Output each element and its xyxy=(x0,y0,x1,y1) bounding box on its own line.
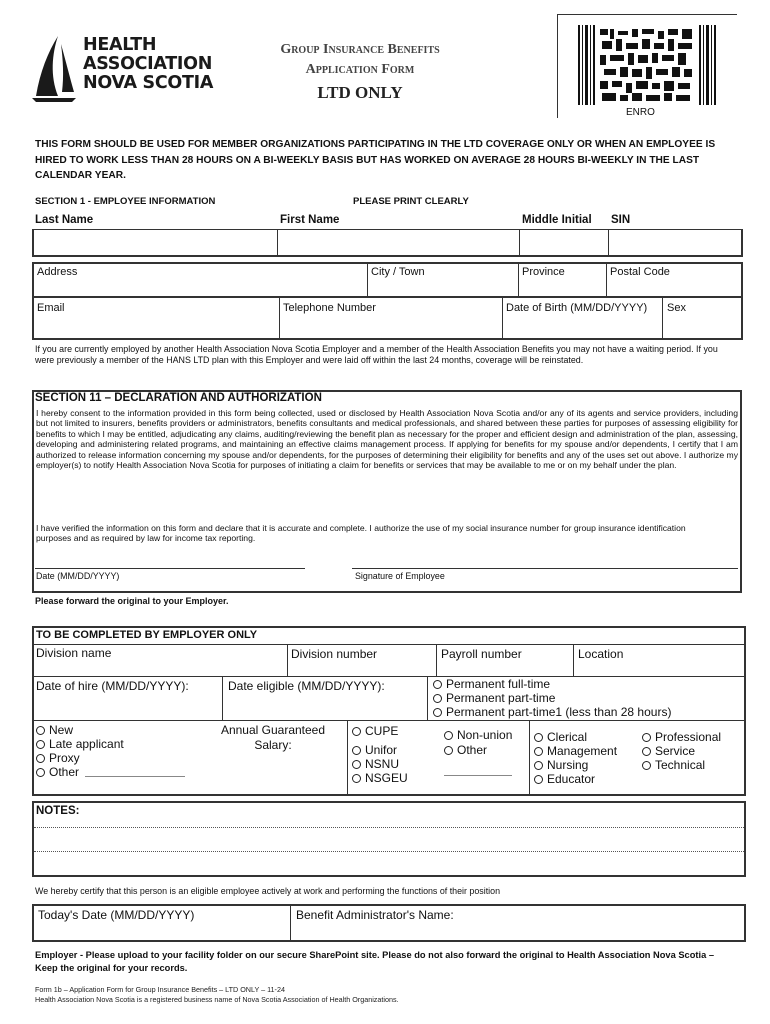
union-option-cupe[interactable]: CUPE xyxy=(352,724,408,738)
job-option-nursing[interactable]: Nursing xyxy=(534,758,617,772)
todays-date-field[interactable] xyxy=(36,920,286,940)
logo-line-1: HEALTH xyxy=(83,35,157,55)
payroll-number-field[interactable] xyxy=(439,662,571,675)
employee-signature-label: Signature of Employee xyxy=(355,571,445,581)
sex-label: Sex xyxy=(667,302,686,314)
radio-icon[interactable] xyxy=(36,726,45,735)
logo-line-3: NOVA SCOTIA xyxy=(83,73,214,93)
declaration-paragraph-1: I hereby consent to the information provided in this form being collected, used or disclosed by Health Association Nova Scotia and/or any of its agents and service providers, including but not limited to insurers, benefits providers or administrators, benefits consultants and medical professionals, and shared between these parties for purposes of assessing eligibility for benefits to which I may be entitled, adjudicating any claims, auditing/reviewing the benefit plan as necessary for the proper and efficient design and administration of the plan, assessing, developing and administering related programs, and maintaining an effective claims management process. If applying for benefits for my spouse and/or dependents, I certify that I am authorized to release information concerning my spouse and/or dependents, for the purposes of determining their eligibility for benefits and any of the uses set out above. I authorize my employer(s) to notify Health Association Nova Scotia for purposes of initiating a claim for benefits or services that may be available to me or on my behalf under the plan. xyxy=(36,408,738,471)
status-option-part-time-less-than-28[interactable]: Permanent part-time1 (less than 28 hours) xyxy=(433,705,671,719)
job-option-professional[interactable]: Professional xyxy=(642,730,721,744)
applicant-option-new[interactable]: New xyxy=(36,723,185,737)
radio-icon[interactable] xyxy=(36,768,45,777)
declaration-date-label: Date (MM/DD/YYYY) xyxy=(36,571,120,581)
dob-label: Date of Birth (MM/DD/YYYY) xyxy=(506,302,648,314)
footer-line-1: Form 1b – Application Form for Group Insurance Benefits – LTD ONLY – 11-24 xyxy=(35,985,285,994)
title-line-3: LTD ONLY xyxy=(317,83,403,102)
title-line-2: Application Form xyxy=(305,62,415,77)
first-name-field[interactable] xyxy=(277,231,517,255)
declaration-paragraph-2: I have verified the information on this form and declare that it is accurate and complete. I authorize the use of my social insurance number for group insurance identification purposes and as required by law for income tax reporting. xyxy=(36,523,686,544)
last-name-label: Last Name xyxy=(35,214,94,226)
applicant-option-late[interactable]: Late applicant xyxy=(36,737,185,751)
union-option-unifor[interactable]: Unifor xyxy=(352,743,408,757)
forward-note: Please forward the original to your Employer. xyxy=(35,596,229,606)
job-option-service[interactable]: Service xyxy=(642,744,721,758)
employee-signature-line xyxy=(352,568,738,569)
division-number-field[interactable] xyxy=(290,662,434,675)
union-other-field[interactable] xyxy=(444,762,512,776)
status-option-part-time[interactable]: Permanent part-time xyxy=(433,691,671,705)
sex-field[interactable] xyxy=(662,318,741,338)
applicant-option-other[interactable]: Other xyxy=(36,765,185,779)
employer-heading: TO BE COMPLETED BY EMPLOYER ONLY xyxy=(36,629,258,641)
radio-icon[interactable] xyxy=(352,760,361,769)
postal-code-label: Postal Code xyxy=(610,266,670,278)
postal-code-field[interactable] xyxy=(607,278,741,296)
print-clearly-note: PLEASE PRINT CLEARLY xyxy=(353,196,469,207)
radio-icon[interactable] xyxy=(534,775,543,784)
section11-heading: SECTION 11 – DECLARATION AND AUTHORIZATION xyxy=(35,392,322,404)
job-category-options-right xyxy=(642,730,721,772)
union-status-other[interactable]: Other xyxy=(444,743,512,757)
payroll-number-label: Payroll number xyxy=(441,647,522,661)
union-option-nsgeu[interactable]: NSGEU xyxy=(352,771,408,785)
intro-text: THIS FORM SHOULD BE USED FOR MEMBER ORGANIZATIONS PARTICIPATING IN THE LTD COVERAGE ONLY OR WHEN AN EMPLOYEE IS HIRED TO WORK LESS THAN 28 HOURS ON A BI-WEEKLY BASIS BUT HAS WORKED ON AVERAGE 28 HOURS BI-WEEKLY IN THE LAST CALENDAR YEAR. xyxy=(35,139,716,181)
radio-icon[interactable] xyxy=(642,747,651,756)
logo xyxy=(28,34,218,106)
radio-icon[interactable] xyxy=(433,680,442,689)
applicant-type-options xyxy=(36,723,185,779)
job-option-clerical[interactable]: Clerical xyxy=(534,730,617,744)
province-label: Province xyxy=(522,266,565,278)
employee-signature-field[interactable] xyxy=(352,548,738,568)
title-line-1: Group Insurance Benefits xyxy=(280,42,440,57)
radio-icon[interactable] xyxy=(444,746,453,755)
job-option-management[interactable]: Management xyxy=(534,744,617,758)
barcode-graphic xyxy=(578,25,718,105)
province-field[interactable] xyxy=(519,278,605,296)
annual-salary-field[interactable] xyxy=(225,755,343,791)
date-signature-line xyxy=(35,568,305,569)
upload-note: Employer - Please upload to your facility folder on our secure SharePoint site. Please do not also forward the original to Health Association Nova Scotia – Keep the original for your records. xyxy=(35,950,714,973)
first-name-label: First Name xyxy=(280,214,340,226)
annual-salary-label: Annual Guaranteed Salary: xyxy=(220,723,326,752)
radio-icon[interactable] xyxy=(444,731,453,740)
form-title xyxy=(230,40,490,106)
radio-icon[interactable] xyxy=(36,754,45,763)
notes-heading: NOTES: xyxy=(36,805,80,817)
benefit-admin-label: Benefit Administrator's Name: xyxy=(296,908,454,922)
radio-icon[interactable] xyxy=(352,727,361,736)
sin-field[interactable] xyxy=(608,231,741,255)
division-number-label: Division number xyxy=(291,647,378,661)
telephone-field[interactable] xyxy=(279,318,499,338)
union-status-options xyxy=(444,728,512,757)
sailboat-logo-icon xyxy=(28,34,78,104)
radio-icon[interactable] xyxy=(642,733,651,742)
radio-icon[interactable] xyxy=(433,694,442,703)
union-option-nsnu[interactable]: NSNU xyxy=(352,757,408,771)
middle-initial-field[interactable] xyxy=(519,231,605,255)
radio-icon[interactable] xyxy=(642,761,651,770)
radio-icon[interactable] xyxy=(352,746,361,755)
union-options xyxy=(352,724,408,785)
footer xyxy=(35,985,399,1004)
declaration-date-field[interactable] xyxy=(35,548,305,568)
division-name-label: Division name xyxy=(36,646,112,660)
radio-icon[interactable] xyxy=(534,761,543,770)
union-status-non-union[interactable]: Non-union xyxy=(444,728,512,742)
address-field[interactable] xyxy=(34,278,364,296)
telephone-label: Telephone Number xyxy=(283,302,376,314)
dob-field[interactable] xyxy=(502,318,659,338)
middle-initial-label: Middle Initial xyxy=(522,214,592,226)
radio-icon[interactable] xyxy=(534,733,543,742)
employment-status-options xyxy=(433,677,671,719)
location-field[interactable] xyxy=(576,662,742,675)
radio-icon[interactable] xyxy=(352,774,361,783)
radio-icon[interactable] xyxy=(36,740,45,749)
job-option-technical[interactable]: Technical xyxy=(642,758,721,772)
logo-line-2: ASSOCIATION xyxy=(83,54,213,74)
radio-icon[interactable] xyxy=(534,747,543,756)
footer-line-2: Health Association Nova Scotia is a registered business name of Nova Scotia Association of Health Organizations. xyxy=(35,994,399,1004)
date-of-hire-field[interactable] xyxy=(36,694,220,718)
applicant-option-proxy[interactable]: Proxy xyxy=(36,751,185,765)
todays-date-label: Today's Date (MM/DD/YYYY) xyxy=(38,908,195,922)
division-name-field[interactable] xyxy=(36,660,284,675)
section1-heading: SECTION 1 - EMPLOYEE INFORMATION xyxy=(35,196,216,207)
barcode-label: ENRO xyxy=(626,107,655,118)
date-eligible-label: Date eligible (MM/DD/YYYY): xyxy=(228,679,385,693)
email-field[interactable] xyxy=(34,318,276,338)
date-of-hire-label: Date of hire (MM/DD/YYYY): xyxy=(36,679,189,693)
logo-text xyxy=(83,36,213,93)
employed-note: If you are currently employed by another Health Association Nova Scotia Employer and a member of the Health Association Benefits you may not have a waiting period. If you were previously a member of the HANS LTD plan with this Employer and were laid off within the last 24 months, coverage will be reinstated. xyxy=(35,344,718,365)
notes-field[interactable] xyxy=(34,828,744,875)
location-label: Location xyxy=(578,647,624,661)
job-option-educator[interactable]: Educator xyxy=(534,772,617,786)
city-label: City / Town xyxy=(371,266,425,278)
email-label: Email xyxy=(37,302,65,314)
date-eligible-field[interactable] xyxy=(225,694,425,718)
benefit-admin-field[interactable] xyxy=(292,920,742,940)
job-category-options-left xyxy=(534,730,617,786)
radio-icon[interactable] xyxy=(433,708,442,717)
last-name-field[interactable] xyxy=(34,231,274,255)
city-field[interactable] xyxy=(368,278,516,296)
status-option-full-time[interactable]: Permanent full-time xyxy=(433,677,671,691)
sin-label: SIN xyxy=(611,214,631,226)
certify-statement: We hereby certify that this person is an eligible employee actively at work and performing the functions of their position xyxy=(35,886,501,896)
address-label: Address xyxy=(37,266,78,278)
